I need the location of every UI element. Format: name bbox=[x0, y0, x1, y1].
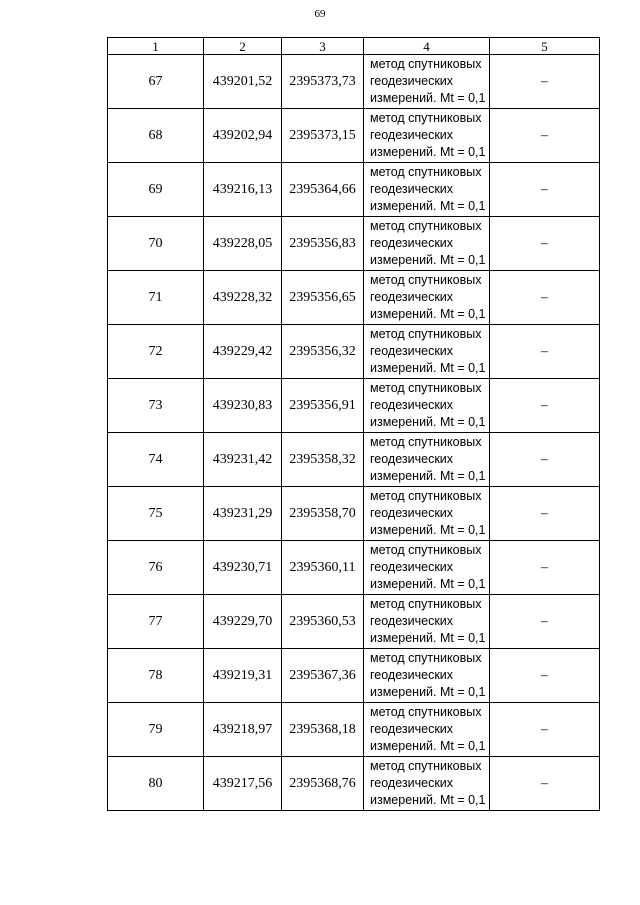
note-cell: – bbox=[490, 217, 600, 271]
x-coordinate-cell: 439228,05 bbox=[204, 217, 282, 271]
method-cell bbox=[364, 163, 490, 217]
method-cell bbox=[364, 55, 490, 109]
x-coordinate-cell: 439202,94 bbox=[204, 109, 282, 163]
note-cell: – bbox=[490, 379, 600, 433]
method-cell bbox=[364, 217, 490, 271]
table-row bbox=[108, 163, 600, 217]
method-line: измерений. Mt = 0,1 bbox=[370, 685, 486, 699]
point-number-cell: 75 bbox=[108, 487, 204, 541]
point-number-cell: 70 bbox=[108, 217, 204, 271]
table-row bbox=[108, 271, 600, 325]
method-cell bbox=[364, 109, 490, 163]
table-body bbox=[108, 55, 600, 811]
x-coordinate-cell: 439229,42 bbox=[204, 325, 282, 379]
method-line: метод спутниковых bbox=[370, 705, 482, 719]
table-row bbox=[108, 595, 600, 649]
y-coordinate-cell: 2395360,53 bbox=[282, 595, 364, 649]
method-line: метод спутниковых bbox=[370, 165, 482, 179]
method-cell bbox=[364, 487, 490, 541]
note-cell: – bbox=[490, 109, 600, 163]
y-coordinate-cell: 2395373,15 bbox=[282, 109, 364, 163]
method-line: геодезических bbox=[370, 398, 454, 412]
method-line: метод спутниковых bbox=[370, 651, 482, 665]
note-cell: – bbox=[490, 325, 600, 379]
x-coordinate-cell: 439230,83 bbox=[204, 379, 282, 433]
method-line: геодезических bbox=[370, 128, 454, 142]
column-header-method: 4 bbox=[364, 38, 490, 55]
x-coordinate-cell: 439218,97 bbox=[204, 703, 282, 757]
method-line: геодезических bbox=[370, 236, 454, 250]
y-coordinate-cell: 2395356,83 bbox=[282, 217, 364, 271]
column-header-x: 2 bbox=[204, 38, 282, 55]
method-line: метод спутниковых bbox=[370, 597, 482, 611]
note-cell: – bbox=[490, 757, 600, 811]
table-row bbox=[108, 55, 600, 109]
method-line: измерений. Mt = 0,1 bbox=[370, 199, 486, 213]
method-line: геодезических bbox=[370, 668, 454, 682]
method-line: геодезических bbox=[370, 344, 454, 358]
note-cell: – bbox=[490, 271, 600, 325]
note-cell: – bbox=[490, 703, 600, 757]
method-line: метод спутниковых bbox=[370, 759, 482, 773]
method-cell bbox=[364, 541, 490, 595]
method-line: геодезических bbox=[370, 182, 454, 196]
y-coordinate-cell: 2395356,32 bbox=[282, 325, 364, 379]
point-number-cell: 80 bbox=[108, 757, 204, 811]
method-line: метод спутниковых bbox=[370, 57, 482, 71]
method-line: геодезических bbox=[370, 74, 454, 88]
y-coordinate-cell: 2395360,11 bbox=[282, 541, 364, 595]
y-coordinate-cell: 2395358,70 bbox=[282, 487, 364, 541]
method-line: метод спутниковых bbox=[370, 381, 482, 395]
method-cell bbox=[364, 595, 490, 649]
x-coordinate-cell: 439201,52 bbox=[204, 55, 282, 109]
table-row bbox=[108, 109, 600, 163]
method-line: измерений. Mt = 0,1 bbox=[370, 793, 486, 807]
point-number-cell: 76 bbox=[108, 541, 204, 595]
point-number-cell: 67 bbox=[108, 55, 204, 109]
y-coordinate-cell: 2395367,36 bbox=[282, 649, 364, 703]
method-line: измерений. Mt = 0,1 bbox=[370, 307, 486, 321]
method-line: измерений. Mt = 0,1 bbox=[370, 523, 486, 537]
table-row bbox=[108, 487, 600, 541]
coordinates-table bbox=[107, 37, 600, 811]
point-number-cell: 69 bbox=[108, 163, 204, 217]
method-cell bbox=[364, 379, 490, 433]
method-line: геодезических bbox=[370, 614, 454, 628]
table-row bbox=[108, 757, 600, 811]
method-line: метод спутниковых bbox=[370, 327, 482, 341]
page-number: 69 bbox=[314, 8, 326, 20]
y-coordinate-cell: 2395364,66 bbox=[282, 163, 364, 217]
x-coordinate-cell: 439229,70 bbox=[204, 595, 282, 649]
table-row bbox=[108, 649, 600, 703]
method-cell bbox=[364, 757, 490, 811]
method-line: метод спутниковых bbox=[370, 219, 482, 233]
method-line: измерений. Mt = 0,1 bbox=[370, 91, 486, 105]
method-line: геодезических bbox=[370, 560, 454, 574]
method-cell bbox=[364, 649, 490, 703]
method-line: геодезических bbox=[370, 452, 454, 466]
method-cell bbox=[364, 433, 490, 487]
method-line: измерений. Mt = 0,1 bbox=[370, 253, 486, 267]
x-coordinate-cell: 439219,31 bbox=[204, 649, 282, 703]
point-number-cell: 73 bbox=[108, 379, 204, 433]
method-line: измерений. Mt = 0,1 bbox=[370, 415, 486, 429]
point-number-cell: 79 bbox=[108, 703, 204, 757]
y-coordinate-cell: 2395356,65 bbox=[282, 271, 364, 325]
note-cell: – bbox=[490, 649, 600, 703]
x-coordinate-cell: 439217,56 bbox=[204, 757, 282, 811]
method-line: метод спутниковых bbox=[370, 435, 482, 449]
note-cell: – bbox=[490, 595, 600, 649]
method-cell bbox=[364, 325, 490, 379]
point-number-cell: 74 bbox=[108, 433, 204, 487]
method-line: измерений. Mt = 0,1 bbox=[370, 631, 486, 645]
note-cell: – bbox=[490, 55, 600, 109]
method-line: метод спутниковых bbox=[370, 111, 482, 125]
x-coordinate-cell: 439231,29 bbox=[204, 487, 282, 541]
method-line: метод спутниковых bbox=[370, 489, 482, 503]
note-cell: – bbox=[490, 487, 600, 541]
method-line: метод спутниковых bbox=[370, 273, 482, 287]
column-header-note: 5 bbox=[490, 38, 600, 55]
table-row bbox=[108, 433, 600, 487]
method-line: геодезических bbox=[370, 776, 454, 790]
x-coordinate-cell: 439230,71 bbox=[204, 541, 282, 595]
y-coordinate-cell: 2395368,76 bbox=[282, 757, 364, 811]
y-coordinate-cell: 2395356,91 bbox=[282, 379, 364, 433]
x-coordinate-cell: 439228,32 bbox=[204, 271, 282, 325]
note-cell: – bbox=[490, 433, 600, 487]
table-row bbox=[108, 325, 600, 379]
table-row bbox=[108, 541, 600, 595]
note-cell: – bbox=[490, 541, 600, 595]
table-row bbox=[108, 703, 600, 757]
method-line: измерений. Mt = 0,1 bbox=[370, 577, 486, 591]
point-number-cell: 78 bbox=[108, 649, 204, 703]
method-cell bbox=[364, 703, 490, 757]
y-coordinate-cell: 2395358,32 bbox=[282, 433, 364, 487]
point-number-cell: 68 bbox=[108, 109, 204, 163]
table-row bbox=[108, 217, 600, 271]
header-row bbox=[108, 38, 600, 55]
method-line: геодезических bbox=[370, 506, 454, 520]
method-line: измерений. Mt = 0,1 bbox=[370, 145, 486, 159]
y-coordinate-cell: 2395373,73 bbox=[282, 55, 364, 109]
column-header-number: 1 bbox=[108, 38, 204, 55]
x-coordinate-cell: 439231,42 bbox=[204, 433, 282, 487]
method-line: геодезических bbox=[370, 290, 454, 304]
method-cell bbox=[364, 271, 490, 325]
method-line: измерений. Mt = 0,1 bbox=[370, 739, 486, 753]
point-number-cell: 72 bbox=[108, 325, 204, 379]
method-line: геодезических bbox=[370, 722, 454, 736]
point-number-cell: 77 bbox=[108, 595, 204, 649]
table-row bbox=[108, 379, 600, 433]
method-line: измерений. Mt = 0,1 bbox=[370, 361, 486, 375]
column-header-y: 3 bbox=[282, 38, 364, 55]
point-number-cell: 71 bbox=[108, 271, 204, 325]
method-line: метод спутниковых bbox=[370, 543, 482, 557]
y-coordinate-cell: 2395368,18 bbox=[282, 703, 364, 757]
method-line: измерений. Mt = 0,1 bbox=[370, 469, 486, 483]
note-cell: – bbox=[490, 163, 600, 217]
x-coordinate-cell: 439216,13 bbox=[204, 163, 282, 217]
